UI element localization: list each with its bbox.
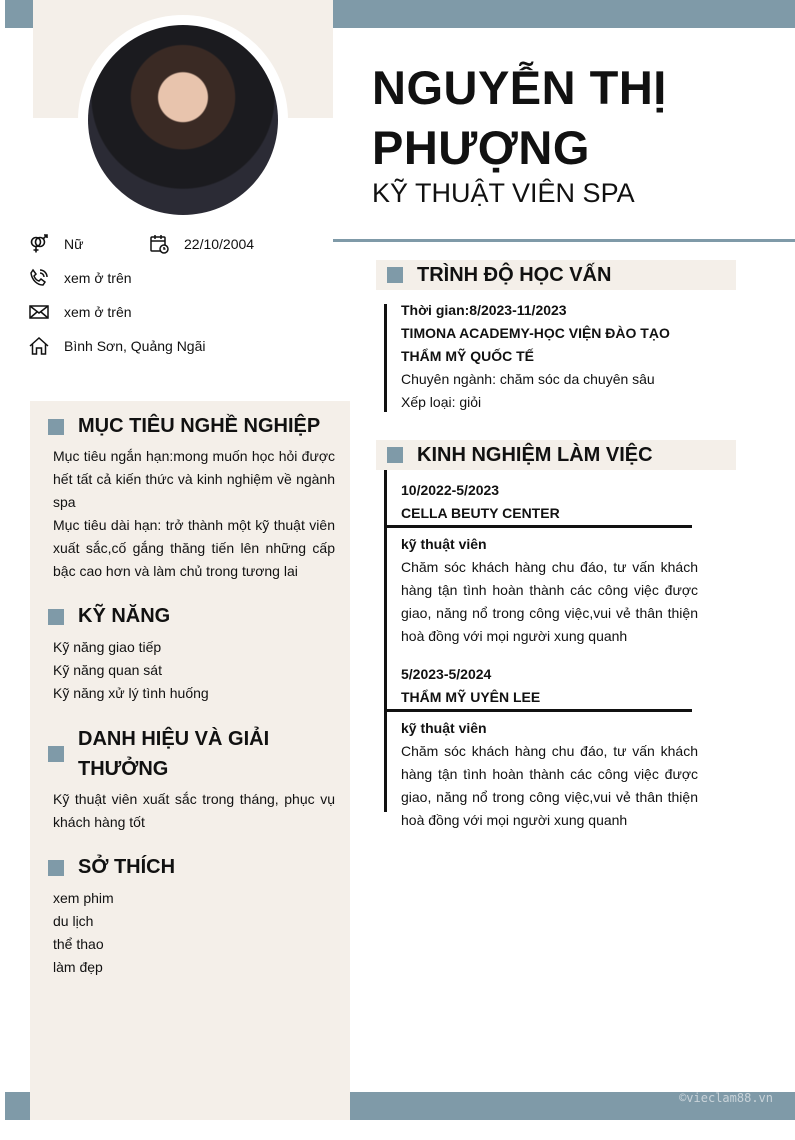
avatar [78,15,288,225]
home-icon [28,336,50,356]
phone-row [28,268,132,288]
watermark: ©vieclam88.vn [679,1091,773,1105]
hobby-item: thể thao [53,936,104,952]
address-text: Bình Sơn, Quảng Ngãi [64,338,206,354]
experience-heading: KINH NGHIỆM LÀM VIỆC [376,440,736,470]
birthday-text: 22/10/2004 [184,236,255,252]
skills-heading: KỸ NĂNG [48,601,170,631]
phone-text: xem ở trên [64,270,132,286]
envelope-icon [28,302,50,322]
candidate-name: NGUYỄN THỊ PHƯỢNG [372,61,667,174]
address-row [28,336,206,356]
skill-item: Kỹ năng giao tiếp [53,639,162,655]
job-body: kỹ thuật viên Chăm sóc khách hàng chu đáo, tư vấn khách hàng tận tình hoàn thành các công việc được giao, năng nổ trong công việc,vui vẻ thân thiện hoà đồng với mọi người xung quanh [401,536,698,644]
gender-row [28,234,83,254]
awards-text: Kỹ thuật viên xuất sắc trong tháng, phục vụ khách hàng tốt [53,791,335,830]
heading-marker [387,447,403,463]
job-header: 5/2023-5/2024 THẨM MỸ UYÊN LEE [401,666,541,705]
hobby-item: xem phim [53,890,114,906]
education-line [384,304,387,412]
birthday-row [148,234,254,254]
heading-marker [387,267,403,283]
divider [333,239,795,242]
hobby-item: làm đẹp [53,959,103,975]
job-divider [385,709,692,712]
job-header: 10/2022-5/2023 CELLA BEUTY CENTER [401,482,560,521]
job-divider [385,525,692,528]
experience-line [384,470,387,812]
awards-heading: DANH HIỆU VÀ GIẢI THƯỞNG [48,724,269,784]
education-entry: Thời gian:8/2023-11/2023 TIMONA ACADEMY-HỌC VIỆN ĐÀO TẠO THẨM MỸ QUỐC TẾ Chuyên ngành: chăm sóc da chuyên sâu Xếp loại: giỏi [401,302,670,410]
hobbies-list [53,887,335,979]
job-title: KỸ THUẬT VIÊN SPA [372,178,635,208]
gender-text: Nữ [64,236,84,252]
hobbies-heading: SỞ THÍCH [48,852,175,882]
phone-icon [28,268,50,288]
heading-marker [48,609,64,625]
gender-icon [28,234,50,254]
skills-list [53,636,335,705]
calendar-icon [148,234,170,254]
left-panel [30,401,350,1120]
skill-item: Kỹ năng quan sát [53,662,162,678]
education-heading: TRÌNH ĐỘ HỌC VẤN [376,260,736,290]
objective-text: Mục tiêu ngắn hạn:mong muốn học hỏi được hết tất cả kiến thức và kinh nghiệm về ngành spa Mục tiêu dài hạn: trở thành một kỹ thuật viên xuất sắc,cố gắng thăng tiến lên những cấp bậc cao hơn và làm chủ trong tương lai [53,448,335,579]
heading-marker [48,746,64,762]
job-body: kỹ thuật viên Chăm sóc khách hàng chu đáo, tư vấn khách hàng tận tình hoàn thành các công việc được giao, năng nổ trong công việc,vui vẻ thân thiện hoà đồng với mọi người xung quanh [401,720,698,828]
objective-heading: MỤC TIÊU NGHỀ NGHIỆP [48,411,320,441]
email-text: xem ở trên [64,304,132,320]
email-row [28,302,132,322]
heading-marker [48,419,64,435]
skill-item: Kỹ năng xử lý tình huống [53,685,209,701]
hobby-item: du lịch [53,913,94,929]
heading-marker [48,860,64,876]
